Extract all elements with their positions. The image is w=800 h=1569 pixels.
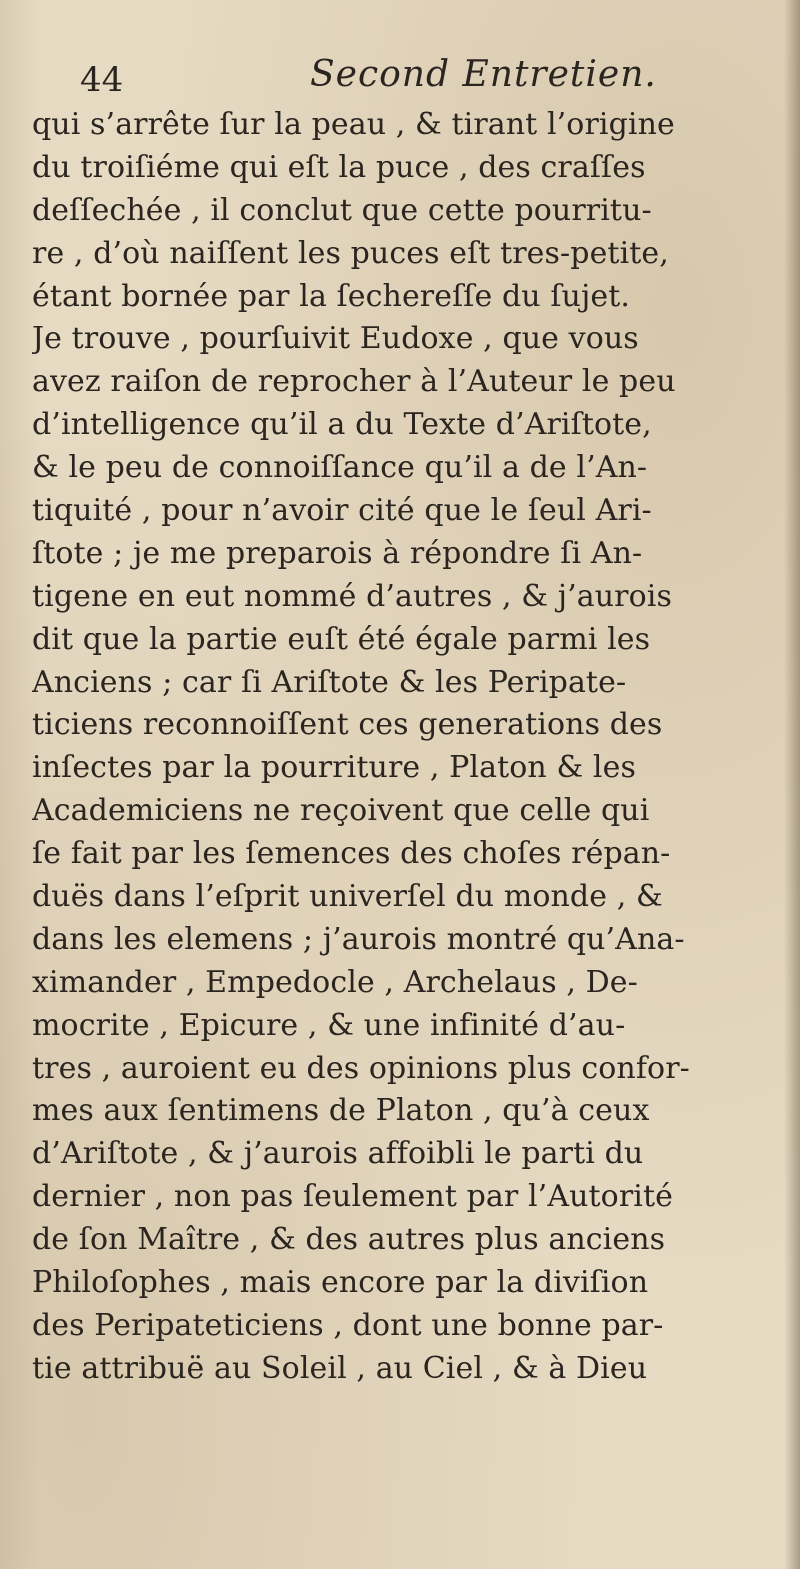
text-line: mocrite , Epicure , & une infinité d’au- — [32, 1007, 626, 1043]
text-line: tigene en eut nommé d’autres , & j’aurois — [32, 578, 672, 614]
text-line: d’intelligence qu’il a du Texte d’Ariſtote, — [32, 407, 652, 443]
text-line: Academiciens ne reçoivent que celle qui — [32, 793, 650, 829]
text-line: des Peripateticiens , dont une bonne par- — [32, 1307, 664, 1343]
text-line: ticiens reconnoiſſent ces generations des — [32, 707, 663, 743]
text-line: re , d’où naiſſent les puces eſt tres-petite, — [32, 235, 669, 271]
text-line: ximander , Empedocle , Archelaus , De- — [32, 964, 638, 1000]
text-line: ſe fait par les ſemences des choſes répan- — [32, 836, 671, 872]
text-line: avez raiſon de reprocher à l’Auteur le peu — [32, 364, 676, 400]
body-text — [32, 104, 792, 1391]
text-line: du troiſiéme qui eſt la puce , des craſſes — [32, 149, 646, 185]
text-line: Philoſophes , mais encore par la diviſion — [32, 1265, 649, 1301]
running-title: Second Entretien. — [310, 54, 657, 95]
text-line: tres , auroient eu des opinions plus confor- — [32, 1050, 690, 1086]
text-line: dit que la partie euſt été égale parmi les — [32, 621, 651, 657]
text-line: ſtote ; je me preparois à répondre ſi An- — [32, 535, 643, 571]
text-line: dernier , non pas ſeulement par l’Autorité — [32, 1179, 673, 1215]
running-head — [0, 52, 800, 102]
text-line: mes aux ſentimens de Platon , qu’à ceux — [32, 1093, 650, 1129]
text-line: & le peu de connoiſſance qu’il a de l’An- — [32, 450, 648, 486]
text-line: étant bornée par la ſechereſſe du ſujet. — [32, 278, 631, 314]
text-line: d’Ariſtote , & j’aurois affoibli le parti du — [32, 1136, 644, 1172]
text-line: Je trouve , pourſuivit Eudoxe , que vous — [32, 321, 639, 357]
text-line: Anciens ; car ſi Ariſtote & les Peripate- — [32, 664, 627, 700]
text-line: tie attribuë au Soleil , au Ciel , & à Dieu — [32, 1350, 648, 1386]
page-number: 44 — [80, 60, 124, 100]
text-line: de ſon Maître , & des autres plus anciens — [32, 1222, 666, 1258]
text-line: inſectes par la pourriture , Platon & les — [32, 750, 636, 786]
text-line: dans les elemens ; j’aurois montré qu’Ana- — [32, 921, 685, 957]
text-line: duës dans l’eſprit univerſel du monde , & — [32, 879, 663, 915]
text-line: deſſechée , il conclut que cette pourritu- — [32, 192, 652, 228]
text-line: tiquité , pour n’avoir cité que le ſeul Ari- — [32, 493, 652, 529]
text-line: qui s’arrête ſur la peau , & tirant l’origine — [32, 107, 675, 142]
